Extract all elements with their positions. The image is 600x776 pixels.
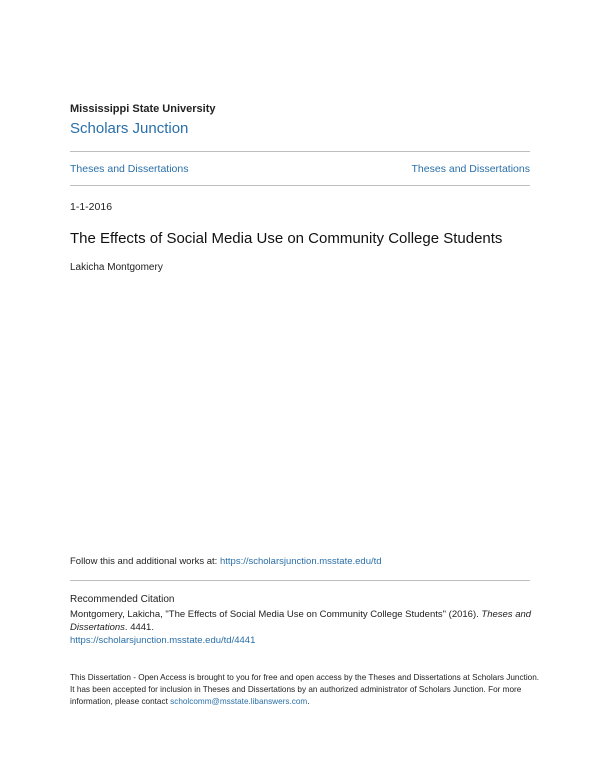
author-name: Lakicha Montgomery	[70, 262, 163, 273]
document-title: The Effects of Social Media Use on Community College Students	[70, 230, 503, 247]
citation-number: . 4441.	[124, 622, 154, 633]
divider-middle	[70, 185, 530, 186]
divider-bottom	[70, 580, 530, 581]
follow-text: Follow this and additional works at:	[70, 556, 220, 567]
access-notice-text: This Dissertation - Open Access is brought to you for free and open access by the Theses and Dissertations at Scholars Junction. It has been accepted for inclusion in Theses and Dissertations by an authorized administrator of Scholars Junction. For more information, please contact	[70, 673, 540, 706]
follow-line	[70, 556, 382, 567]
access-notice	[70, 672, 540, 708]
repository-link[interactable]: Scholars Junction	[70, 120, 189, 137]
institution-name: Mississippi State University	[70, 103, 216, 115]
citation-block	[70, 608, 540, 647]
divider-top	[70, 151, 530, 152]
follow-url-link[interactable]: https://scholarsjunction.msstate.edu/td	[219, 556, 382, 567]
citation-url-link[interactable]: https://scholarsjunction.msstate.edu/td/4441	[70, 635, 256, 646]
citation-series: Theses and Dissertations	[70, 609, 532, 633]
recommended-citation-heading: Recommended Citation	[70, 594, 175, 605]
citation-text: Montgomery, Lakicha, "The Effects of Social Media Use on Community College Students" (2016).	[70, 609, 482, 620]
publication-date: 1-1-2016	[70, 201, 113, 213]
contact-email-link[interactable]: scholcomm@msstate.libanswers.com	[170, 697, 308, 706]
access-notice-end: .	[307, 697, 310, 706]
collection-link-right[interactable]: Theses and Dissertations	[411, 163, 530, 175]
collection-link-left[interactable]: Theses and Dissertations	[70, 163, 189, 175]
